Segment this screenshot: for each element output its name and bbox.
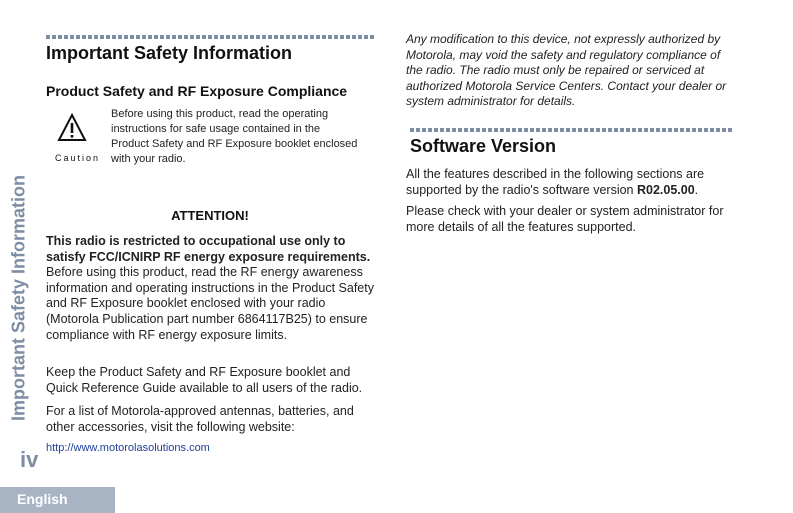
check-dealer-text: Please check with your dealer or system administrator for more details of all the features supported. (406, 204, 724, 234)
caution-label: Caution (55, 153, 101, 163)
page-title: Important Safety Information (46, 43, 293, 63)
sidebar-section-title-text: Important Safety Information (8, 174, 29, 422)
caution-text: Before using this product, read the operating instructions for safe usage contained in the Product Safety and RF Exposure booklet enclosed with your radio. (111, 108, 358, 165)
section-divider (46, 35, 374, 39)
software-version-heading: Software Version (410, 136, 557, 156)
caution-warning-icon (57, 113, 87, 143)
subheading-rf-compliance: Product Safety and RF Exposure Compliance (46, 83, 348, 99)
attention-bold-text: This radio is restricted to occupational use only to satisfy FCC/ICNIRP RF energy exposure requirements. (46, 234, 371, 264)
software-version-text-post: . (694, 182, 699, 197)
website-link[interactable]: http://www.motorolasolutions.com (46, 442, 210, 454)
sidebar-section-title (0, 173, 38, 423)
modification-notice: Any modification to this device, not expressly authorized by Motorola, may void the safety and regulatory compliance of the radio. The radio must only be repaired or serviced at authorized Motorola Service Centers. Contact your dealer or system administrator for details. (406, 32, 727, 108)
attention-heading: ATTENTION! (171, 208, 249, 223)
language-tab-label: English (17, 491, 68, 507)
language-tab (0, 487, 115, 513)
accessories-text: For a list of Motorola-approved antennas, batteries, and other accessories, visit the following website: (46, 404, 354, 434)
attention-paragraph (46, 234, 376, 343)
page-number: iv (20, 447, 39, 472)
keep-booklet-text: Keep the Product Safety and RF Exposure booklet and Quick Reference Guide available to all users of the radio. (46, 365, 363, 395)
attention-body-text: Before using this product, read the RF energy awareness information and operating instructions in the Product Safety and RF Exposure booklet enclosed with your radio (Motorola Publication part number 6864117B25) to ensure compliance with RF energy exposure limits. (46, 265, 374, 342)
software-version-number: R02.05.00 (636, 182, 695, 197)
software-version-text-pre: All the features described in the following sections are supported by the radio's software version (406, 167, 705, 197)
software-version-text (406, 167, 736, 198)
section-divider-software (410, 128, 732, 132)
